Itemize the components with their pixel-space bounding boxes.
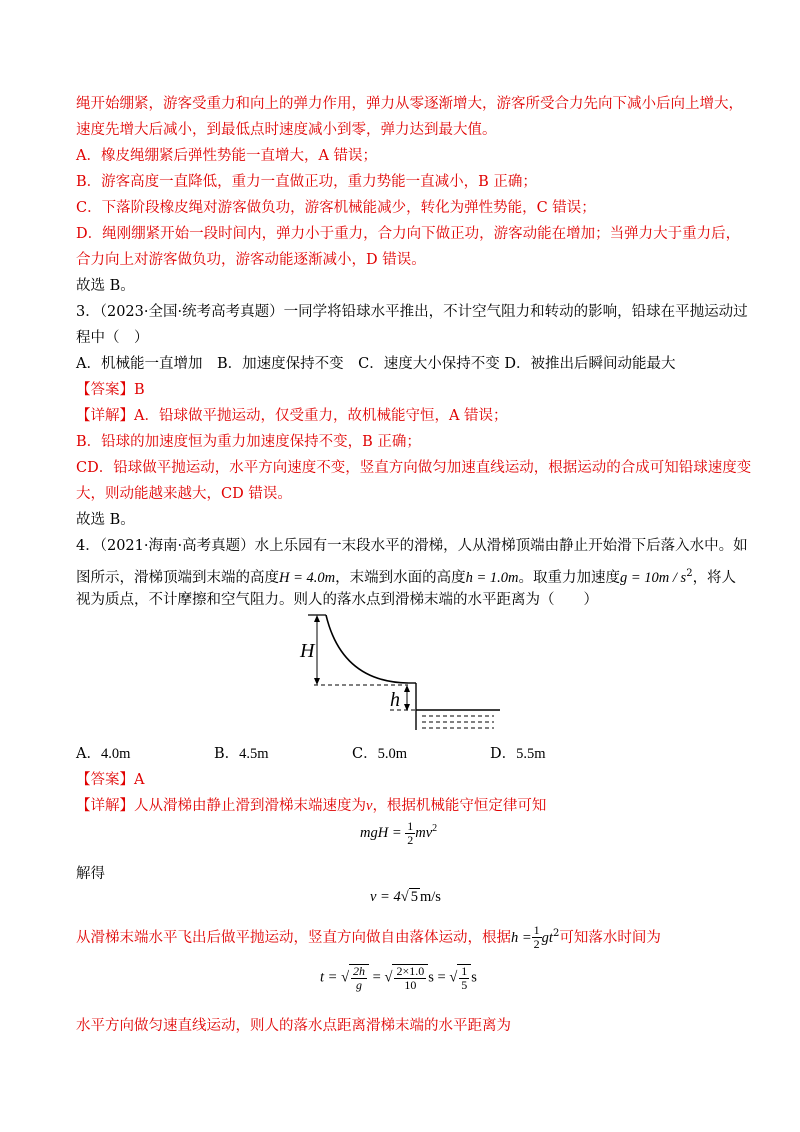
eq-left: v = 4 — [370, 889, 401, 905]
fraction-half — [405, 820, 415, 847]
q4-stem-text: 。取重力加速度 — [518, 569, 620, 586]
option-letter: C． — [352, 746, 378, 762]
fraction-half — [532, 924, 542, 951]
option-value: 4.5m — [239, 746, 269, 762]
q4-stem-text: ，将人 — [692, 569, 737, 586]
frac-num: 2h — [353, 964, 366, 978]
frac-num: 1 — [533, 923, 540, 938]
q3-explain: 【详解】A．铅球做平抛运动，仅受重力，故机械能守恒，A 错误； — [76, 408, 508, 424]
H-equation: H = 4.0m — [279, 569, 336, 586]
option-a — [76, 742, 130, 763]
option-letter: D． — [490, 746, 517, 762]
frac-den: g — [356, 978, 363, 992]
frac-den: 2 — [533, 937, 540, 952]
option-value: 5.5m — [516, 746, 546, 762]
frac-num: 1 — [461, 964, 468, 978]
q4-explain-line3: 水平方向做匀速直线运动，则人的落水点距离滑梯末端的水平距离为 — [76, 1018, 511, 1034]
fall-eq: h = — [511, 929, 532, 946]
frac-num: 2×1.0 — [396, 964, 425, 978]
sqrt-frac — [457, 964, 471, 992]
h-equation: h = 1.0m — [465, 569, 519, 586]
option-letter: A． — [76, 746, 101, 762]
q3-explain: 大，则动能越来越大，CD 错误。 — [76, 486, 292, 502]
H-arrow-head-up — [314, 615, 320, 622]
velocity-var: v — [366, 798, 373, 814]
paragraph-line: 绳开始绷紧，游客受重力和向上的弹力作用，弹力从零逐渐增大，游客所受合力先向下减小后向上增大， — [76, 96, 743, 112]
slide-figure — [290, 612, 510, 730]
sqrt-frac — [349, 964, 369, 992]
h-arrow-head-up — [404, 685, 410, 692]
q3-stem-cont: 程中（ ） — [76, 330, 149, 346]
q3-options: A．机械能一直增加 B．加速度保持不变 C．速度大小保持不变 D．被推出后瞬间动能最大 — [76, 356, 676, 372]
option-letter: B． — [214, 746, 240, 762]
eq-unit: m/s — [419, 889, 441, 905]
q3-stem: 3．（2023·全国·统考高考真题）一同学将铅球水平推出，不计空气阻力和转动的影响，铅球在平抛运动过 — [76, 304, 748, 320]
solve-label: 解得 — [76, 866, 105, 882]
option-value: 5.0m — [377, 746, 408, 762]
frac-den: 2 — [407, 833, 414, 847]
eq-unit: s — [471, 969, 477, 986]
explain-text: 从滑梯末端水平飞出后做平抛运动，竖直方向做自由落体运动，根据 — [76, 929, 511, 946]
sqrt-radicand: 5 — [410, 889, 418, 905]
frac-den: 10 — [404, 978, 417, 992]
q3-explain: B．铅球的加速度恒为重力加速度保持不变，B 正确； — [76, 434, 421, 450]
q4-stem: 4．（2021·海南·高考真题）水上乐园有一末段水平的滑梯，人从滑梯顶端由静止开始滑下后落入水中。如 — [76, 538, 748, 554]
H-arrow-head-down — [314, 678, 320, 685]
analysis-a: A．橡皮绳绷紧后弹性势能一直增大，A 错误； — [76, 148, 378, 164]
explain-text: ，根据机械能守恒定律可知 — [372, 798, 547, 814]
sqrt-frac — [392, 964, 428, 992]
q3-explain: CD．铅球做平抛运动，水平方向速度不变，竖直方向做匀加速直线运动，根据运动的合成可知铅球速度变 — [76, 460, 752, 476]
q4-stem-line3: 视为质点，不计摩擦和空气阻力。则人的落水点到滑梯末端的水平距离为（ ） — [76, 592, 598, 608]
q4-explain-line1 — [76, 796, 546, 816]
equation-velocity: v = 4√ 5 m/s — [370, 889, 441, 905]
analysis-c: C．下落阶段橡皮绳对游客做负功，游客机械能减少，转化为弹性势能，C 错误； — [76, 200, 596, 216]
analysis-d: D．绳刚绷紧开始一段时间内，弹力小于重力，合力向下做正功，游客动能在增加；当弹力大于重力后， — [76, 226, 741, 242]
paragraph-line: 速度先增大后减小，到最低点时速度减小到零，弹力达到最大值。 — [76, 122, 497, 138]
q3-answer: 【答案】B — [76, 382, 145, 398]
explain-text: 可知落水时间为 — [559, 929, 661, 946]
option-value: 4.0m — [100, 746, 131, 762]
eq-equals: = — [372, 969, 381, 986]
eq-left: t = — [320, 969, 338, 986]
eq-unit: s = — [428, 969, 446, 986]
eq-right: mv — [415, 824, 433, 841]
q4-stem-text: 图所示，滑梯顶端到末端的高度 — [76, 569, 279, 586]
eq-left: mgH = — [360, 824, 402, 841]
analysis-b: B．游客高度一直降低，重力一直做正功，重力势能一直减小，B 正确； — [76, 174, 537, 190]
q4-explain-line2 — [76, 924, 661, 951]
option-b — [214, 742, 269, 763]
option-d — [490, 742, 546, 763]
q4-stem-line2 — [76, 564, 736, 588]
q4-answer: 【答案】A — [76, 772, 145, 788]
g-exponent: 2 — [686, 568, 693, 579]
explain-tag: 【详解】 — [76, 798, 134, 814]
equation-time: t = √ $\frac{2h}{g}$ = √ $\frac{2\times 1.0}{10}$ s = √ $\frac{1}{5}$ s — [320, 964, 477, 992]
q3-conclusion: 故选 B。 — [76, 512, 135, 528]
option-c — [352, 742, 407, 763]
slide-curve — [326, 615, 408, 683]
h-label: h — [390, 689, 400, 711]
analysis-d-cont: 合力向上对游客做负功，游客动能逐渐减小，D 错误。 — [76, 252, 426, 268]
frac-num: 1 — [407, 819, 414, 833]
conclusion: 故选 B。 — [76, 278, 135, 294]
explain-text: 人从滑梯由静止滑到滑梯末端速度为 — [134, 798, 366, 814]
q4-stem-text: ，末端到水面的高度 — [335, 569, 466, 586]
g-equation: g = 10m / s — [620, 569, 687, 586]
H-label: H — [300, 640, 315, 662]
equation-energy — [360, 820, 437, 847]
eq-exp: 2 — [432, 823, 438, 834]
fall-eq-tail: gt — [541, 929, 553, 946]
frac-den: 5 — [461, 978, 468, 992]
fall-exp: 2 — [552, 928, 560, 939]
